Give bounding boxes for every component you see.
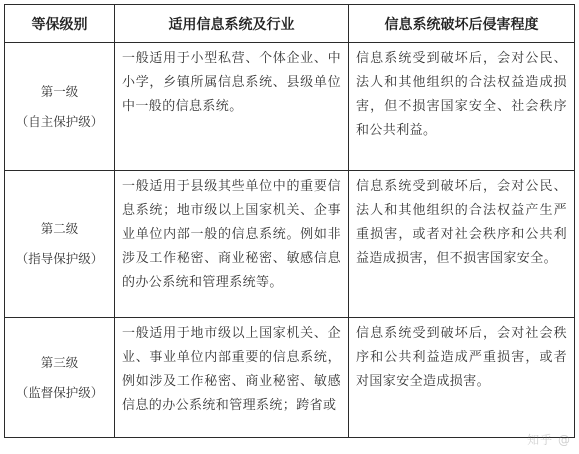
harm-cell: 信息系统受到破坏后，会对社会秩序和公共利益造成严重损害，或者对国家安全造成损害。 — [349, 318, 575, 438]
table-row — [5, 318, 575, 438]
level-subtitle: （自主保护级） — [15, 113, 104, 129]
industry-cell: 一般适用于地市级以上国家机关、企业、事业单位内部重要的信息系统，例如涉及工作秘密、商业秘密、敏感信息的办公系统和管理系统；跨省或 — [115, 318, 349, 438]
header-harm: 信息系统破坏后侵害程度 — [349, 5, 575, 43]
table-row — [5, 43, 575, 171]
level-subtitle: （监督保护级） — [15, 384, 104, 400]
industry-cell: 一般适用于县级其些单位中的重要信息系统；地市级以上国家机关、企事业单位内部一般的信息系统。例如非涉及工作秘密、商业秘密、敏感信息的办公系统和管理系统等。 — [115, 171, 349, 318]
header-industry: 适用信息系统及行业 — [115, 5, 349, 43]
header-level: 等保级别 — [5, 5, 115, 43]
level-name: 第三级 — [40, 354, 79, 370]
harm-cell: 信息系统受到破坏后，会对公民、法人和其他组织的合法权益造成损害，但不损害国家安全、社会秩序和公共利益。 — [349, 43, 575, 171]
level-name: 第二级 — [40, 221, 79, 236]
level-cell — [5, 171, 115, 318]
level-cell — [5, 318, 115, 438]
security-level-table — [4, 4, 575, 438]
level-name: 第一级 — [40, 83, 79, 99]
watermark-text: 知乎 @ — [527, 433, 571, 447]
table-header-row — [5, 5, 575, 43]
industry-cell: 一般适用于小型私营、个体企业、中小学，乡镇所属信息系统、县级单位中一般的信息系统。 — [115, 43, 349, 171]
harm-cell: 信息系统受到破坏后，会对公民、法人和其他组织的合法权益产生严重损害，或者对社会秩序和公共利益造成损害，但不损害国家安全。 — [349, 171, 575, 318]
level-subtitle: （指导保护级） — [15, 251, 104, 266]
level-cell — [5, 43, 115, 171]
table-row — [5, 171, 575, 318]
